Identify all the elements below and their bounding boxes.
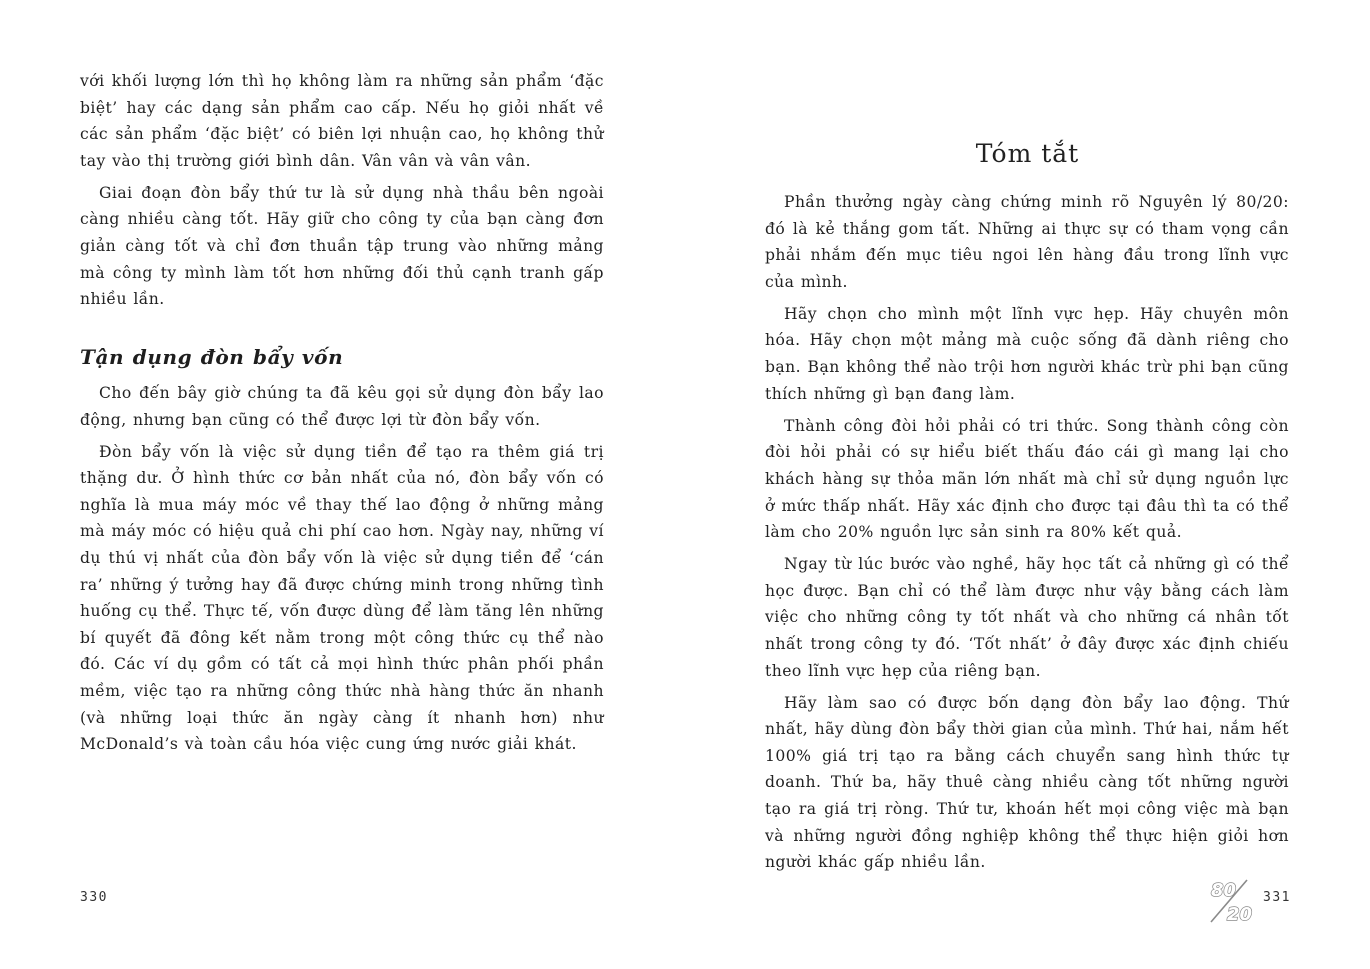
paragraph: với khối lượng lớn thì họ không làm ra những sản phẩm ‘đặc biệt’ hay các dạng sản phẩm cao cấp. Nếu họ giỏi nhất về các sản phẩm ‘đặc biệt’ có biên lợi nhuận cao, họ không thử tay vào thị trường giới bình dân. Vân vân và vân vân.: [80, 72, 604, 170]
summary-title: Tóm tắt: [975, 139, 1080, 168]
book-80-20-logo-icon: [1205, 878, 1263, 924]
paragraph: Ngay từ lúc bước vào nghề, hãy học tất cả những gì có thể học được. Bạn chỉ có thể làm được như vậy bằng cách làm việc cho những công ty tốt nhất và cho những cá nhân tốt nhất trong công ty đó. ‘Tốt nhất’ ở đây được xác định chiếu theo lĩnh vực hẹp của riêng bạn.: [765, 555, 1289, 680]
paragraph: Đòn bẩy vốn là việc sử dụng tiền để tạo ra thêm giá trị thặng dư. Ở hình thức cơ bản nhất của nó, đòn bẩy vốn có nghĩa là mua máy móc về thay thế lao động ở những mảng mà máy móc có hiệu quả chi phí cao hơn. Ngày nay, những ví dụ thú vị nhất của đòn bẩy vốn là việc sử dụng tiền để ‘cán ra’ những ý tưởng hay đã được chứng minh trong những tình huống cụ thể. Thực tế, vốn được dùng để làm tăng lên những bí quyết đã đông kết nằm trong một công thức cụ thể nào đó. Các ví dụ gồm có tất cả mọi hình thức phân phối phần mềm, việc tạo ra những công thức nhà hàng thức ăn nhanh (và những loại thức ăn ngày càng ít nhanh hơn) như McDonald’s và toàn cầu hóa việc cung ứng nước giải khát.: [80, 442, 604, 754]
paragraph: Phần thưởng ngày càng chứng minh rõ Nguyên lý 80/20: đó là kẻ thắng gom tất. Những ai thực sự có tham vọng cần phải nhắm đến mục tiêu ngoi lên hàng đầu trong lĩnh vực của mình.: [765, 193, 1289, 291]
summary-body: [765, 189, 1289, 881]
paragraph: Cho đến bây giờ chúng ta đã kêu gọi sử dụng đòn bẩy lao động, nhưng bạn cũng có thể được lợi từ đòn bẩy vốn.: [80, 384, 604, 429]
logo-bottom-number: 20: [1227, 904, 1253, 924]
paragraph: Hãy chọn cho mình một lĩnh vực hẹp. Hãy chuyên môn hóa. Hãy chọn một mảng mà cuộc sống đã dành riêng cho bạn. Bạn không thể nào trội hơn người khác trừ phi bạn cũng thích những gì bạn đang làm.: [765, 304, 1289, 403]
paragraph: Thành công đòi hỏi phải có tri thức. Song thành công còn đòi hỏi phải có sự hiểu biết thấu đáo cái gì mang lại cho khách hàng sự thỏa mãn lớn nhất mà chỉ sử dụng nguồn lực ở mức thấp nhất. Hãy xác định cho được tại đâu thì ta có thể làm cho 20% nguồn lực sản sinh ra 80% kết quả.: [765, 416, 1289, 542]
right-page: [685, 0, 1370, 969]
page-number: 331: [1263, 890, 1291, 905]
section-heading: Tận dụng đòn bẩy vốn: [80, 345, 344, 369]
logo-top-number: 80: [1211, 880, 1237, 901]
left-body-top: [80, 68, 604, 318]
paragraph: Hãy làm sao có được bốn dạng đòn bẩy lao động. Thứ nhất, hãy dùng đòn bẩy thời gian của mình. Thứ hai, nắm hết 100% giá trị tạo ra bằng cách chuyển sang hình thức tự doanh. Thứ ba, hãy thuê càng nhiều càng tốt những người tạo ra giá trị ròng. Thứ tư, khoán hết mọi công việc mà bạn và những người đồng nghiệp không thể thực hiện giỏi hơn người khác gấp nhiều lần.: [765, 693, 1289, 872]
left-section: [80, 344, 604, 370]
page-number: 330: [80, 890, 108, 905]
left-body-bottom: [80, 380, 604, 763]
paragraph: Giai đoạn đòn bẩy thứ tư là sử dụng nhà thầu bên ngoài càng nhiều càng tốt. Hãy giữ cho công ty của bạn càng đơn giản càng tốt và chỉ đơn thuần tập trung vào những mảng mà công ty mình làm tốt hơn những đối thủ cạnh tranh gấp nhiều lần.: [80, 183, 604, 309]
